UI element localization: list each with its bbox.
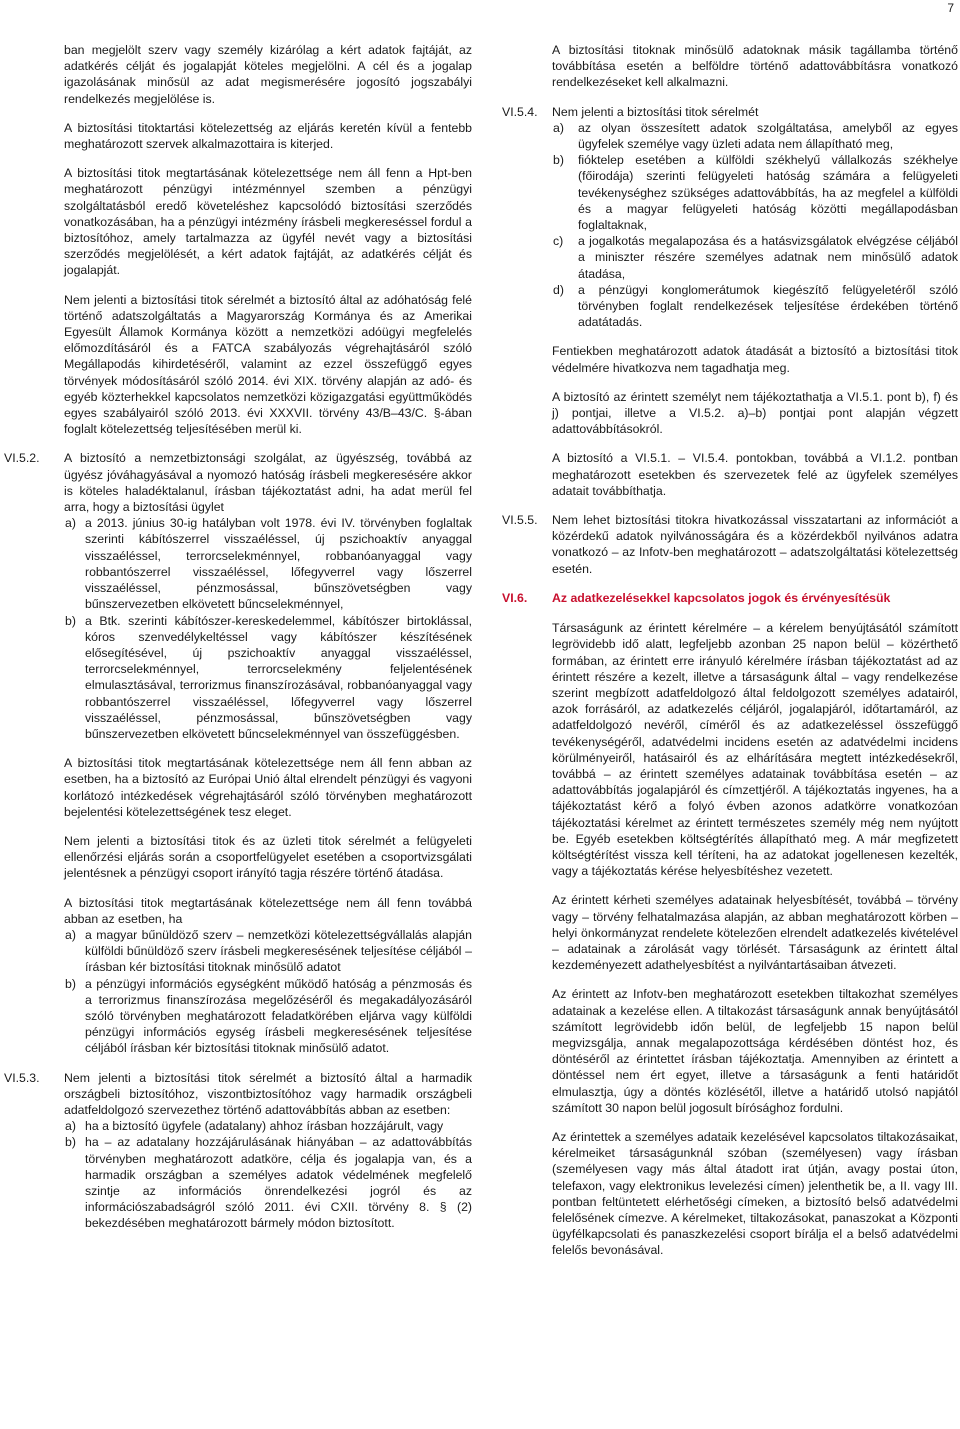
paragraph: A biztosítási titoknak minősülő adatoknak másik tagállamba történő továbbítása esetén a belföldre történő adattovábbításra vonatkozó rendelkezéseket kell alkalmazni. [552, 43, 958, 90]
paragraph: A biztosító a nemzetbiztonsági szolgálat, az ügyészség, továbbá az ügyész jóváhagyásával a nyomozó hatóság írásbeli megkeresésére akkor is köteles haladéktalanul, írásban tájékoztatást adni, ha adat merül fel arra, hogy a biztosítási ügylet [64, 451, 472, 515]
section-number: VI.6. [502, 590, 528, 605]
paragraph: Nem jelenti a biztosítási titok sérelmét a biztosító által az adóhatóság felé történő adatszolgáltatás a Magyarország Kormánya és az Amerikai Egyesült Államok Kormánya között a nemzetközi adóügyi megfelelés előmozdításáról és a FATCA szabályozás végrehajtásáról szóló Megállapodás kihirdetéséről, valamint az ezzel összefüggő egyes törvények módosításáról szóló 2014. évi XIX. törvény alapján az adó- és egyéb közterhekkel kapcsolatos nemzetközi közigazgatási együttműködés egyes szabályairól szóló 2013. évi XXXVII. törvény 43/B–43/C. §-ában foglalt kötelezettség teljesítésében merül ki. [64, 292, 472, 437]
paragraph: Nem jelenti a biztosítási titok és az üzleti titok sérelmét a felügyeleti ellenőrzési eljárás során a csoportfelügyelet esetében a csoportvizsgálati jelentésnek a pénzügyi csoport irányító tagja részére történő átadása. [64, 833, 472, 881]
item-letter: c) [553, 234, 564, 249]
paragraph: A biztosítási titok megtartásának kötelezettsége nem áll fenn továbbá abban az esetben, ha [64, 895, 472, 926]
list-item [552, 152, 958, 233]
list-item [64, 927, 472, 976]
section-number: VI.5.3. [4, 1070, 40, 1085]
paragraph: Társaságunk az érintett kérelmére – a kérelem benyújtásától számított legrövidebb idő alatt, legfeljebb azonban 25 napon belül – közérthető formában, az érintett erre irányuló kérelmére írásban tájékoztatást ad az érintett részére a kezelt, illetve a társaságunk által – vagy rendelkezése szerint megbízott adatfeldolgozó által feldolgozott személyes adatairól, azok forrásáról, az adatkezelés céljáról, jogalapjáról, időtartamáról, az adatfeldolgozó nevéről, címéről és az adatkezeléssel összefüggő tevékenységéről, adatvédelmi incidens esetén az adatvédelmi incidens körülményeiről, hatásairól és az elhárítására megtett intézkedésekről, továbbá – az érintett személyes adatainak továbbítása esetén – az adattovábbítás jogalapjáról és címzettjéről. A tájékoztatás ingyenes, ha a tájékoztatást kérő a folyó évben azonos adatkörre vonatkozóan tájékoztatási kérelmet az érintett természetes személy még nem nyújtott be. Egyéb esetekben költségtérítés állapítható meg. A már megfizetett költségtérítést vissza kell téríteni, ha az adatokat jogellenesen kezelték, vagy a tájékoztatás kérése helyesbítéshez vezetett. [552, 621, 958, 879]
item-text: az olyan összesített adatok szolgáltatása, amelyből az egyes ügyfelek személye vagy üzleti adata nem állapítható meg, [578, 120, 958, 152]
item-text: a jogalkotás megalapozása és a hatásvizsgálatok elvégzése céljából a miniszter részére személyes adatnak nem minősülő adatok átadása, [578, 234, 958, 281]
paragraph: Nem jelenti a biztosítási titok sérelmét a biztosító által a harmadik országbeli biztosítóhoz, viszontbiztosítóhoz vagy harmadik országbeli adatfeldolgozó szervezethez történő adattovábbítás abban az esetben: [64, 1070, 472, 1117]
paragraph: Nem lehet biztosítási titokra hivatkozással visszatartani az információt a közérdekű adatok nyilvánosságára és a közérdekből nyilvános adatra vonatkozó – az Infotv-ben meghatározott – adatszolgáltatási kötelezettség esetén. [552, 513, 958, 576]
paragraph: ban megjelölt szerv vagy személy kizárólag a kért adatok fajtáját, az adatkérés célját és jogalapját köteles megjelölni. A cél és a jogalap igazolásának minősül az adat megismerésére jogosító jogszabályi rendelkezés megjelölése is. [64, 43, 472, 106]
section-number: VI.5.5. [502, 513, 538, 528]
paragraph: A biztosító az érintett személyt nem tájékoztathatja a VI.5.1. pont b), f) és j) pontjai, illetve a VI.5.2. a)–b) pontjai pont alapján végzett adattovábbításokról. [552, 389, 958, 437]
item-letter: b) [553, 153, 564, 168]
section-title: Az adatkezelésekkel kapcsolatos jogok és érvényesítésük [552, 590, 891, 605]
section-vi-5-4 [502, 104, 958, 331]
item-text: a pénzügyi konglomerátumok kiegészítő felügyeletéről szóló törvényben foglalt rendelkezések teljesítése érdekében történő adatátadás. [578, 282, 958, 330]
section-number: VI.5.4. [502, 104, 538, 119]
section-vi-5-5 [502, 512, 958, 577]
item-letter: d) [553, 282, 564, 297]
list-item [64, 1118, 472, 1134]
page-number: 7 [947, 1, 954, 15]
item-letter: a) [65, 1119, 76, 1134]
paragraph: A biztosítási titok megtartásának kötelezettsége nem áll fenn a Hpt-ben meghatározott pénzügyi intézménnyel szemben a pénzügyi szolgáltatásból eredő követeléshez kapcsolódó biztosítási szerződés vonatkozásában, ha a pénzügyi intézmény írásbeli megkereséssel fordul a biztosítóhoz, amely tartalmazza az ügyfél nevét vagy a biztosítási szerződés megjelölését, a kért adatok fajtáját, az adatkérés célját és jogalapját. [64, 166, 472, 278]
section-vi-5-2 [4, 450, 472, 742]
paragraph: Az érintett kérheti személyes adatainak helyesbítését, továbbá – törvény vagy – törvény felhatalmazása alapján, az abban meghatározott körben – helyi önkormányzat rendelete kötelezően elrendelt adatkezelés kivételével – adatainak a zárolását vagy törlését. Társaságunk az érintett által kezdeményezett adathelyesbítést a nyilvántartásaiban átvezeti. [552, 893, 958, 973]
paragraph: Az érintett az Infotv-ben meghatározott esetekben tiltakozhat személyes adatainak a kezelése ellen. A tiltakozást társaságunk annak benyújtásától számított legrövidebb időn belül, de legfeljebb 15 napon belül megvizsgálja, annak megalapozottsága kérdésében döntést hoz, és döntéséről az érintettet írásban tájékoztatja. Amennyiben az érintett a döntéssel nem ért egyet, illetve a társaságunk a fenti határidőt elmulasztja, úgy a döntés közlésétől, illetve a határidő utolsó napjától számított 30 napon belül jogosult bírósághoz fordulni. [552, 987, 958, 1115]
list-item [64, 613, 472, 743]
item-letter: a) [553, 120, 564, 135]
item-letter: b) [65, 613, 76, 628]
paragraph: Fentiekben meghatározott adatok átadását a biztosító a biztosítási titok védelmére hivatkozva nem tagadhatja meg. [552, 344, 958, 375]
section-vi-5-3 [4, 1070, 472, 1232]
paragraph: A biztosítási titok megtartásának kötelezettsége nem áll fenn abban az esetben, ha a biztosító az Európai Unió által elrendelt pénzügyi és vagyoni korlátozó intézkedések végrehajtásáról szóló törvényben meghatározott bejelentési kötelezettségének tesz eleget. [64, 756, 472, 819]
item-list [552, 120, 958, 331]
list-item [64, 515, 472, 612]
list-item [552, 120, 958, 152]
item-list [64, 1118, 472, 1231]
section-heading-vi-6 [502, 590, 958, 606]
item-text: a magyar bűnüldöző szerv – nemzetközi kötelezettségvállalás alapján külföldi bűnüldöző szerv írásbeli megkeresésének teljesítése céljából – írásban kér biztosítási titoknak minősülő adatot [85, 927, 472, 975]
item-list [64, 927, 472, 1057]
item-text: ha a biztosító ügyfele (adatalany) ahhoz írásban hozzájárult, vagy [85, 1119, 444, 1134]
item-letter: b) [65, 1135, 76, 1150]
item-text: a 2013. június 30-ig hatályban volt 1978. évi IV. törvényben foglaltak szerinti kábítószerrel visszaéléssel, új pszichoaktív anyaggal visszaéléssel, terrorcselekménnyel, robbanóanyaggal vagy robbantószerrel visszaéléssel, lőfegyverrel vagy lőszerrel visszaéléssel, pénzmosással, bűnszövetségben vagy bűnszervezetben elkövetett bűncselekménnyel, [85, 516, 472, 612]
paragraph: A biztosító a VI.5.1. – VI.5.4. pontokban, továbbá a VI.1.2. pontban meghatározott esetekben és szervezetek felé az ügyfelek személyes adatait továbbíthatja. [552, 451, 958, 498]
list-item [64, 976, 472, 1057]
paragraph: A biztosítási titoktartási kötelezettség az eljárás keretén kívül a fentebb meghatározott szervek alkalmazottaira is kiterjed. [64, 120, 472, 152]
item-text: fióktelep esetében a külföldi székhelyű vállalkozás székhelye (főirodája) szerinti felügyeleti hatóság számára a felügyeleti tevékenységhez szükséges adattovábbítás, ha az megfelel a külföldi és a magyar felügyeleti hatóság közötti megállapodásban foglaltaknak, [578, 153, 958, 233]
item-letter: b) [65, 976, 76, 991]
list-item [552, 233, 958, 282]
list-item [64, 1134, 472, 1231]
item-letter: a) [65, 516, 76, 531]
left-column [4, 42, 472, 1245]
item-letter: a) [65, 927, 76, 942]
right-column [502, 42, 958, 1272]
item-list [64, 515, 472, 742]
paragraph: Nem jelenti a biztosítási titok sérelmét [552, 104, 759, 119]
paragraph: Az érintettek a személyes adataik kezelésével kapcsolatos tiltakozásaikat, kérelmeiket társaságunknál szóban (személyesen) vagy írásban (személyesen vagy más által átadott irat útján, avagy postai úton, telefaxon, vagy elektronikus levelezési címen) jelenthetik be, a II. vagy III. pontban feltüntetett elérhetőségi címeken, a biztosító belső adatvédelmi felelősének címezve. A kérelmeket, tiltakozásokat, panaszokat a Központi ügyfélkapcsolati és panaszkezelési csoport bírálja el a belső adatvédelmi felelős bevonásával. [552, 1129, 958, 1258]
item-text: a pénzügyi információs egységként működő hatóság a pénzmosás és a terrorizmus finanszírozása megelőzéséről és megakadályozásáról szóló törvényben meghatározott feladatkörében eljárva vagy külföldi pénzügyi információs egység írásbeli megkeresésének teljesítése céljából írásban kér biztosítási titoknak minősülő adatot. [85, 976, 472, 1056]
item-text: ha – az adatalany hozzájárulásának hiányában – az adattovábbítás törvényben meghatározott adatköre, célja és jogalapja van, és a harmadik országban a személyes adatok védelmének megfelelő szintje az információs önrendelkezési jogról és az információszabadságról szóló 2011. évi CXII. törvény 8. § (2) bekezdésében meghatározott bármely módon biztosított. [85, 1135, 472, 1231]
list-item [552, 282, 958, 331]
section-number: VI.5.2. [4, 451, 40, 466]
item-text: a Btk. szerinti kábítószer-kereskedelemmel, kábítószer birtoklással, kóros szenvedélykeltéssel vagy kábítószer készítésének elősegítésével, új pszichoaktív anyaggal visszaéléssel, terrorcselekménnyel, terrorcselekmény feljelentésének elmulasztásával, terrorizmus finanszírozásával, robbanóanyaggal vagy robbantószerrel visszaéléssel, lőfegyverrel vagy lőszerrel visszaéléssel, pénzmosással, bűnszövetségben vagy bűnszervezetben elkövetett bűncselekménnyel van összefüggésben. [85, 613, 472, 741]
